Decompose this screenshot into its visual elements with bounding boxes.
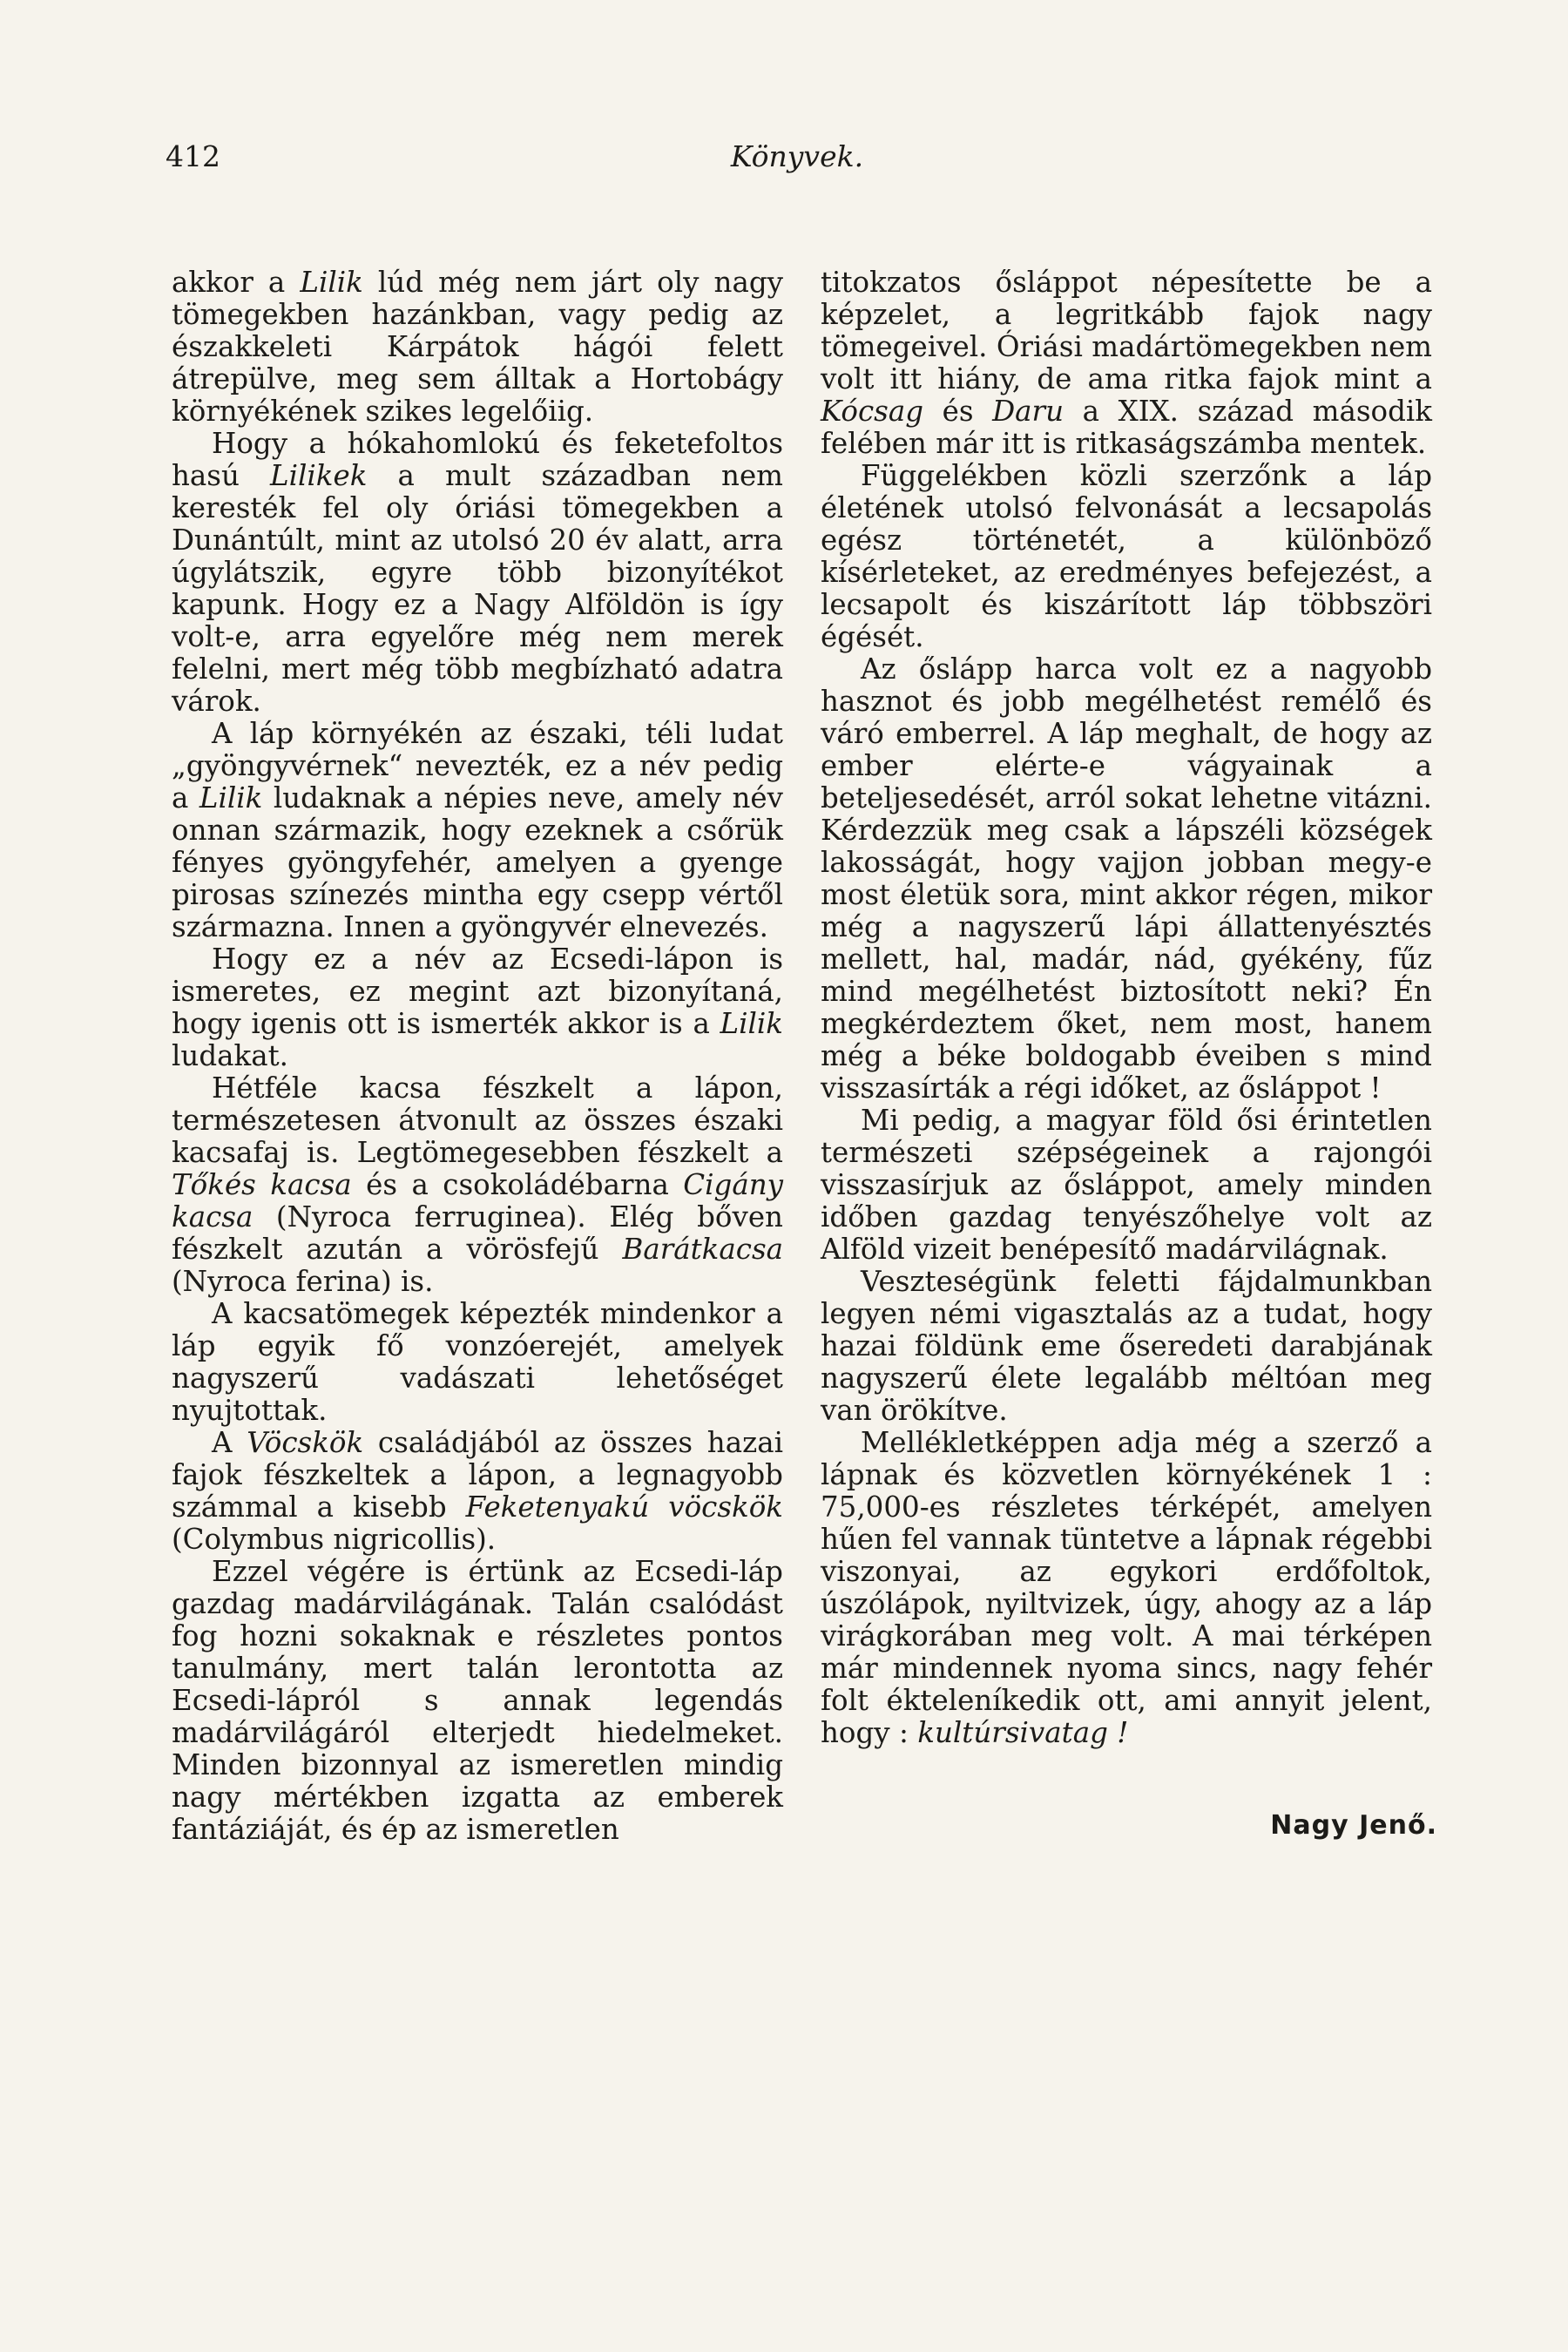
paragraph: A Vöcskök családjából az összes hazai fajok fészkeltek a lápon, a legnagyobb számmal a kisebb Feketenyakú vöcskök (Colymbus nigricollis). [172, 1426, 783, 1556]
paragraph: Hogy a hókahomlokú és feketefoltos hasú Lilikek a mult században nem keresték fel oly óriási tömegekben a Dunántúlt, mint az utolsó 20 év alatt, arra úgylátszik, egyre több bizonyítékot kapunk. Hogy ez a Nagy Alföldön is így volt-e, arra egyelőre még nem merek felelni, mert még több megbízható adatra várok. [172, 427, 784, 718]
right-text-column [821, 267, 1432, 1749]
paragraph: Hogy ez a név az Ecsedi-lápon is ismeretes, ez megint azt bizonyítaná, hogy igenis ott is ismerték akkor is a Lilik ludakat. [172, 943, 783, 1072]
paragraph: Mellékletképpen adja még a szerző a lápnak és közvetlen környékének 1 : 75,000-es részletes térképét, amelyen hűen fel vannak tüntetve a lápnak régebbi viszonyai, az egykori erdőfoltok, úszólápok, nyiltvizek, úgy, ahogy az a láp virágkorában meg volt. A mai térképen már mindennek nyoma sincs, nagy fehér folt ékteleníkedik ott, ami annyit jelent, hogy : kultúrsivatag ! [821, 1426, 1432, 1749]
paragraph: akkor a Lilik lúd még nem járt oly nagy tömegekben hazánkban, vagy pedig az északkeleti Kárpátok hágói felett átrepülve, meg sem álltak a Hortobágy környékének szikes legelőiig. [172, 266, 784, 428]
paragraph: Mi pedig, a magyar föld ősi érintetlen természeti szépségeinek a rajongói visszasírjuk az ősláppot, amely minden időben gazdag tenyészőhelye volt az Alföld vizeit benépesítő madárvilágnak. [821, 1104, 1432, 1266]
author-signature: Nagy Jenő. [1270, 1810, 1437, 1841]
page-number: 412 [166, 139, 220, 173]
paragraph: Hétféle kacsa fészkelt a lápon, természetesen átvonult az összes északi kacsafaj is. Legtömegesebben fészkelt a Tőkés kacsa és a csokoládébarna Cigány kacsa (Nyroca ferruginea). Elég bőven fészkelt azután a vörösfejű Barátkacsa (Nyroca ferina) is. [172, 1071, 784, 1298]
paragraph: Az őslápp harca volt ez a nagyobb hasznot és jobb megélhetést remélő és váró emberrel. A láp meghalt, de hogy az ember elérte-e vágyainak a beteljesedését, arról sokat lehetne vitázni. Kérdezzük meg csak a lápszéli községek lakosságát, hogy vajjon jobban megy-e most életük sora, mint akkor régen, mikor még a nagyszerű lápi állattenyésztés mellett, hal, madár, nád, gyékény, fűz mind megélhetést biztosított neki? Én megkérdeztem őket, nem most, hanem még a béke boldogabb éveiben s mind visszasírták a régi időket, az ősláppot ! [821, 652, 1432, 1105]
running-title: Könyvek. [730, 139, 864, 173]
page-header [166, 139, 1429, 183]
paragraph: A kacsatömegek képezték mindenkor a láp egyik fő vonzóerejét, amelyek nagyszerű vadászati lehetőséget nyujtottak. [172, 1297, 783, 1427]
paragraph: titokzatos ősláppot népesítette be a képzelet, a legritkább fajok nagy tömegeivel. Óriási madártömegekben nem volt itt hiány, de ama ritka fajok mint a Kócsag és Daru a XIX. század második felében már itt is ritkaságszámba mentek. [821, 266, 1432, 460]
paragraph: A láp környékén az északi, téli ludat „gyöngyvérnek“ nevezték, ez a név pedig a Lilik ludaknak a népies neve, amely név onnan származik, hogy ezeknek a csőrük fényes gyöngyfehér, amelyen a gyenge pirosas színezés mintha egy csepp vértől származna. Innen a gyöngyvér elnevezés. [172, 717, 783, 943]
left-text-column [172, 267, 783, 1846]
paragraph: Veszteségünk feletti fájdalmunkban legyen némi vigasztalás az a tudat, hogy hazai földünk eme őseredeti darabjának nagyszerű élete legalább méltóan meg van örökítve. [821, 1265, 1432, 1427]
paragraph: Ezzel végére is értünk az Ecsedi-láp gazdag madárvilágának. Talán csalódást fog hozni sokaknak e részletes pontos tanulmány, mert talán lerontotta az Ecsedi-lápról s annak legendás madárvilágáról elterjedt hiedelmeket. Minden bizonnyal az ismeretlen mindig nagy mértékben izgatta az emberek fantáziáját, és ép az ismeretlen [172, 1555, 783, 1846]
paragraph: Függelékben közli szerzőnk a láp életének utolsó felvonását a lecsapolás egész történetét, a különböző kísérleteket, az eredményes befejezést, a lecsapolt és kiszárított láp többszöri égését. [821, 459, 1432, 653]
